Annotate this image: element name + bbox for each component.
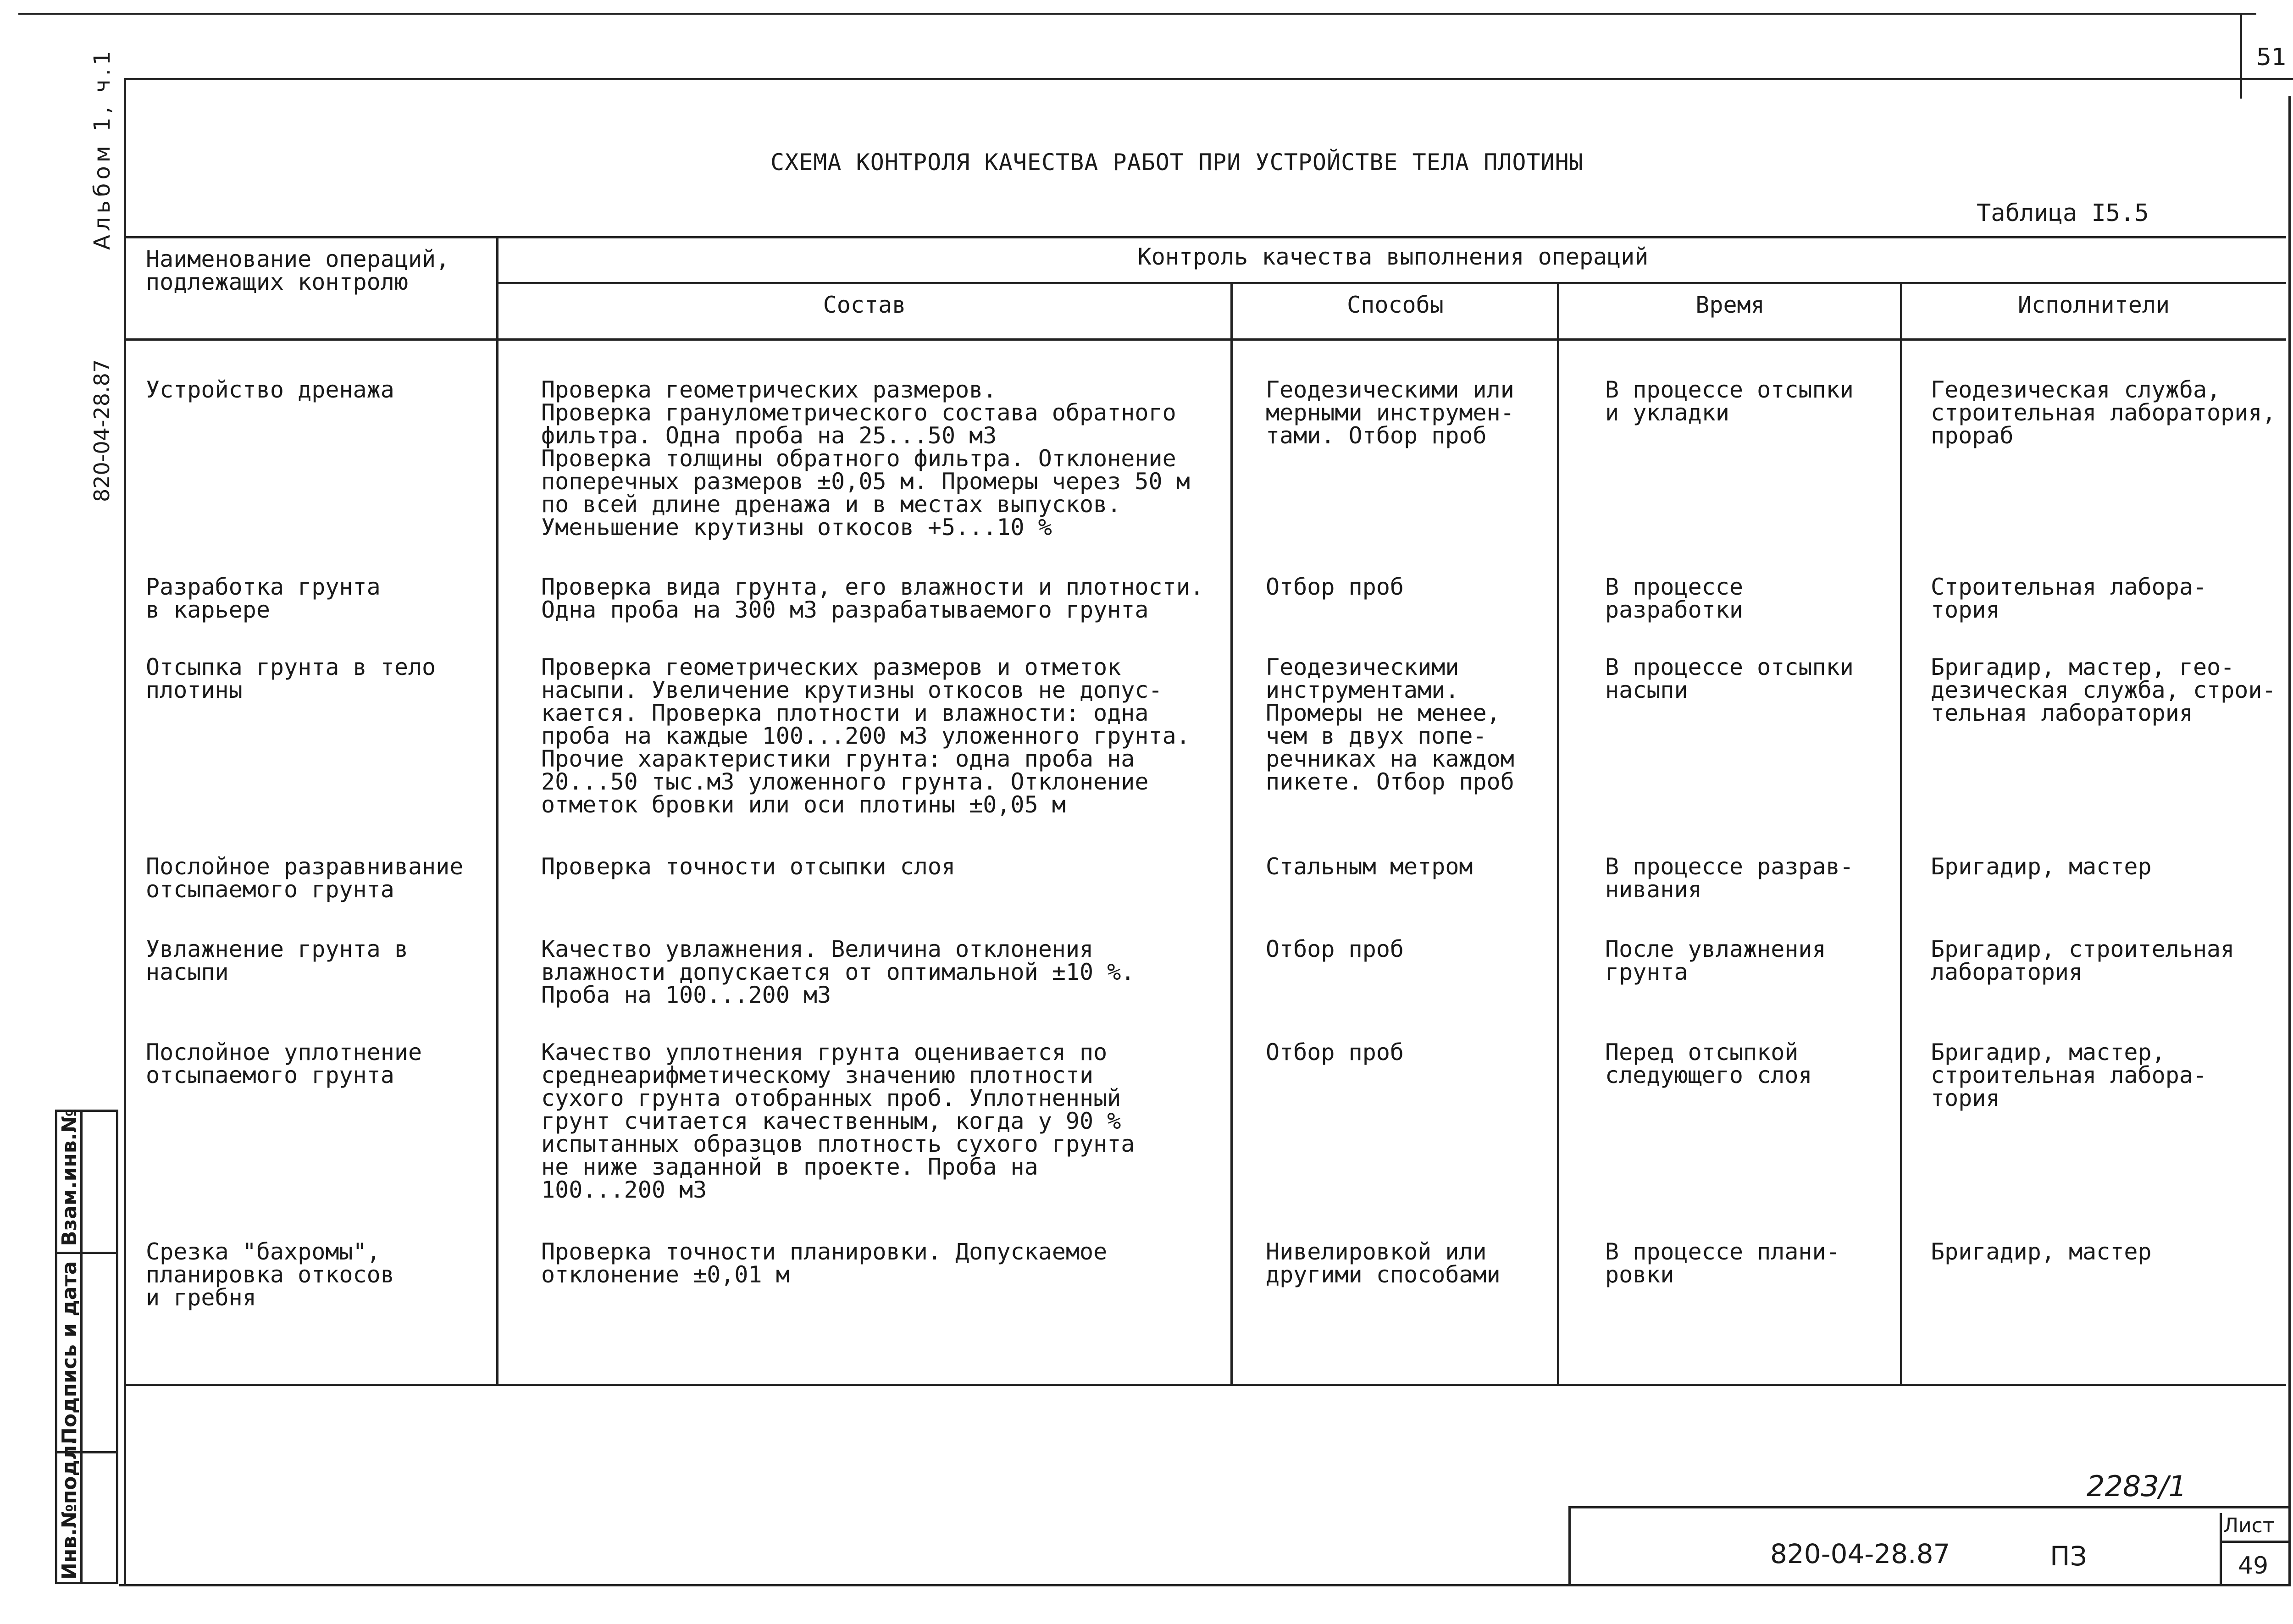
row-6-operation: Послойное уплотнение отсыпаемого грунта xyxy=(146,1039,422,1088)
row-7-composition: Проверка точности планировки. Допускаемое отклонение ±0,01 м xyxy=(541,1238,1108,1288)
frame-top-line xyxy=(124,78,2293,80)
row-7-methods: Нивелировкой или другими способами xyxy=(1266,1238,1501,1288)
col-line-1 xyxy=(496,236,498,1385)
stamp-left-line xyxy=(1568,1506,1571,1585)
row-2-composition: Проверка вида грунта, его влажности и плотности. Одна проба на 300 м3 разрабатываемого грунта xyxy=(541,574,1204,623)
row-7-operation: Срезка "бахромы", планировка откосов и гребня xyxy=(146,1238,394,1311)
stamp-top-line xyxy=(1568,1506,2288,1508)
row-2-time: В процессе разработки xyxy=(1605,574,1744,623)
side-doc-code: 820-04-28.87 xyxy=(89,359,114,502)
frame-bottom-line xyxy=(119,1584,2291,1586)
row-6-composition: Качество уплотнения грунта оценивается по среднеарифметическому значению плотности сухого грунта отобранных проб. Уплотненный грунт считается качественным, когда у 90 % испытанных образцов плотность сухого грунта не ниже заданной в проекте. Проба на 100...200 м3 xyxy=(541,1039,1135,1203)
left-stamp-inner xyxy=(83,1110,118,1584)
stamp-label-inv-podl: Инв.№подл. xyxy=(58,1437,81,1580)
frame-left-line xyxy=(124,78,126,1586)
row-2-executors: Строительная лабора- тория xyxy=(1931,574,2207,623)
col-line-3 xyxy=(1557,282,1559,1385)
top-edge-line xyxy=(18,13,2256,15)
row-4-operation: Послойное разравнивание отсыпаемого грунта xyxy=(146,853,464,903)
row-2-operation: Разработка грунта в карьере xyxy=(146,574,381,623)
row-3-executors: Бригадир, мастер, гео- дезическая служба, строи- тельная лаборатория xyxy=(1931,654,2276,726)
row-5-methods: Отбор проб xyxy=(1266,936,1404,962)
header-bottom-line xyxy=(124,338,2286,341)
col-line-2 xyxy=(1230,282,1233,1385)
row-3-operation: Отсыпка грунта в тело плотины xyxy=(146,654,436,703)
row-7-time: В процессе плани- ровки xyxy=(1605,1238,1840,1288)
row-6-time: Перед отсыпкой следующего слоя xyxy=(1605,1039,1812,1088)
left-stamp-divider-1 xyxy=(55,1252,118,1254)
row-1-composition: Проверка геометрических размеров. Проверка гранулометрического состава обратного фильтра. Одна проба на 25...50 м3 Проверка толщины обратного фильтра. Отклонение поперечных размеров ±0,05 м. Промеры через 50 м по всей длине дренажа и в местах выпусков. Уменьшение крутизны откосов +5...10 % xyxy=(541,376,1190,541)
table-bottom-line xyxy=(124,1384,2286,1386)
table-top-line xyxy=(124,236,2286,238)
row-5-composition: Качество увлажнения. Величина отклонения влажности допускается от оптимальной ±10 %. Проба на 100...200 м3 xyxy=(541,936,1135,1008)
stamp-label-vzam: Взам.инв.№ xyxy=(58,1108,81,1246)
page-number: 51 xyxy=(2256,44,2287,71)
row-3-composition: Проверка геометрических размеров и отметок насыпи. Увеличение крутизны откосов не допус- кается. Проверка плотности и влажности: одна проба на каждые 100...200 м3 уложенного грунта. Прочие характеристики грунта: одна проба на 20...50 тыс.м3 уложенного грунта. Отклонение отметок бровки или оси плотины ±0,05 м xyxy=(541,654,1190,818)
row-1-time: В процессе отсыпки и укладки xyxy=(1605,376,1854,426)
stamp-sheet-label: Лист xyxy=(2223,1514,2275,1537)
row-1-executors: Геодезическая служба, строительная лаборатория, прораб xyxy=(1931,376,2276,449)
row-7-executors: Бригадир, мастер xyxy=(1931,1238,2152,1265)
header-operation: Наименование операций, подлежащих контролю xyxy=(146,246,450,295)
row-3-time: В процессе отсыпки насыпи xyxy=(1605,654,1854,703)
row-1-methods: Геодезическими или мерными инструмен- тами. Отбор проб xyxy=(1266,376,1514,449)
row-4-methods: Стальным метром xyxy=(1266,853,1473,880)
header-control: Контроль качества выполнения операций xyxy=(1137,243,1649,270)
stamp-label-signature: Подпись и дата xyxy=(58,1261,81,1444)
header-time: Время xyxy=(1695,292,1765,318)
stamp-sheet-number: 49 xyxy=(2238,1552,2269,1580)
frame-right-line xyxy=(2288,96,2291,1586)
row-4-time: В процессе разрав- нивания xyxy=(1605,853,1854,903)
handwritten-number: 2283/1 xyxy=(2087,1469,2187,1503)
stamp-section: ПЗ xyxy=(2050,1541,2087,1572)
row-2-methods: Отбор проб xyxy=(1266,574,1404,600)
row-3-methods: Геодезическими инструментами. Промеры не менее, чем в двух попе- речниках на каждом пикете. Отбор проб xyxy=(1266,654,1514,795)
stamp-doc-code: 820-04-28.87 xyxy=(1770,1538,1950,1569)
row-5-executors: Бригадир, строительная лаборатория xyxy=(1931,936,2235,985)
album-label: Альбом 1, ч.1 xyxy=(89,47,115,250)
header-composition: Состав xyxy=(823,292,906,318)
row-4-composition: Проверка точности отсыпки слоя xyxy=(541,853,956,880)
row-5-operation: Увлажнение грунта в насыпи xyxy=(146,936,408,985)
header-sub-line xyxy=(498,282,2286,284)
page-title: СХЕМА КОНТРОЛЯ КАЧЕСТВА РАБОТ ПРИ УСТРОЙСТВЕ ТЕЛА ПЛОТИНЫ xyxy=(770,149,1584,176)
page-number-box-left xyxy=(2240,14,2242,99)
row-6-executors: Бригадир, мастер, строительная лабора- тория xyxy=(1931,1039,2207,1111)
row-5-time: После увлажнения грунта xyxy=(1605,936,1826,985)
stamp-sheet-left-line xyxy=(2220,1513,2222,1585)
col-line-4 xyxy=(1900,282,1902,1385)
row-1-operation: Устройство дренажа xyxy=(146,376,394,403)
row-6-methods: Отбор проб xyxy=(1266,1039,1404,1066)
stamp-sheet-divider xyxy=(2220,1541,2288,1543)
table-label: Таблица I5.5 xyxy=(1977,199,2149,227)
header-executors: Исполнители xyxy=(2017,292,2170,318)
header-methods: Способы xyxy=(1347,292,1444,318)
row-4-executors: Бригадир, мастер xyxy=(1931,853,2152,880)
